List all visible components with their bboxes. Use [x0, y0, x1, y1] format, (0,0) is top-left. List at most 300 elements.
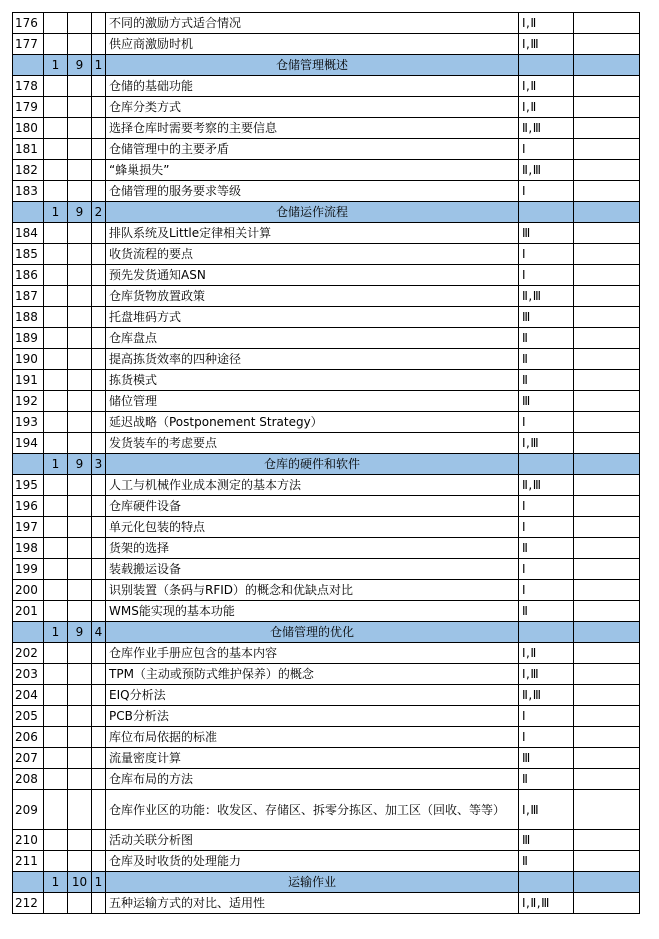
section-level-2 [68, 580, 92, 601]
notes-cell [574, 328, 640, 349]
section-level-1 [44, 307, 68, 328]
section-level-3 [92, 34, 106, 55]
level-cell: Ⅱ [519, 601, 574, 622]
row-number: 177 [13, 34, 44, 55]
section-level-2 [68, 727, 92, 748]
table-row [13, 851, 640, 872]
section-level-3 [92, 349, 106, 370]
notes-cell [574, 97, 640, 118]
row-number: 195 [13, 475, 44, 496]
notes-cell [574, 412, 640, 433]
topic-cell: 流量密度计算 [106, 748, 519, 769]
row-number: 178 [13, 76, 44, 97]
section-level-1 [44, 830, 68, 851]
notes-cell [574, 433, 640, 454]
section-level-1 [44, 370, 68, 391]
level-cell: Ⅱ,Ⅲ [519, 475, 574, 496]
notes-cell [574, 496, 640, 517]
table-row [13, 13, 640, 34]
row-number: 180 [13, 118, 44, 139]
level-cell: Ⅱ,Ⅲ [519, 160, 574, 181]
section-level-3 [92, 391, 106, 412]
section-level-3 [92, 643, 106, 664]
level-cell: Ⅰ,Ⅲ [519, 664, 574, 685]
notes-cell [574, 307, 640, 328]
row-number: 207 [13, 748, 44, 769]
row-number: 208 [13, 769, 44, 790]
row-number-cell [13, 872, 44, 893]
level-cell: Ⅰ,Ⅲ [519, 433, 574, 454]
section-level-1 [44, 475, 68, 496]
section-level-2: 9 [68, 55, 92, 76]
notes-cell [574, 118, 640, 139]
section-level-3 [92, 664, 106, 685]
section-header-row [13, 622, 640, 643]
section-level-2 [68, 643, 92, 664]
notes-cell [574, 454, 640, 475]
row-number: 194 [13, 433, 44, 454]
section-level-2 [68, 748, 92, 769]
section-level-3 [92, 160, 106, 181]
row-number: 211 [13, 851, 44, 872]
section-level-1 [44, 328, 68, 349]
section-level-3 [92, 685, 106, 706]
row-number: 183 [13, 181, 44, 202]
level-cell [519, 622, 574, 643]
level-cell: Ⅰ,Ⅱ [519, 97, 574, 118]
section-level-3 [92, 370, 106, 391]
topic-cell: 选择仓库时需要考察的主要信息 [106, 118, 519, 139]
section-level-1 [44, 349, 68, 370]
notes-cell [574, 244, 640, 265]
notes-cell [574, 601, 640, 622]
section-header-row [13, 454, 640, 475]
section-level-1: 1 [44, 454, 68, 475]
section-level-1 [44, 601, 68, 622]
section-level-1 [44, 181, 68, 202]
section-level-2 [68, 223, 92, 244]
section-level-2 [68, 328, 92, 349]
table-row [13, 181, 640, 202]
notes-cell [574, 391, 640, 412]
level-cell: Ⅱ [519, 769, 574, 790]
section-level-1 [44, 851, 68, 872]
section-level-3 [92, 769, 106, 790]
table-row [13, 706, 640, 727]
section-level-2 [68, 139, 92, 160]
row-number-cell [13, 55, 44, 76]
notes-cell [574, 55, 640, 76]
section-level-3 [92, 706, 106, 727]
level-cell: Ⅰ,Ⅱ [519, 643, 574, 664]
section-level-2 [68, 307, 92, 328]
notes-cell [574, 706, 640, 727]
section-level-3 [92, 118, 106, 139]
level-cell [519, 872, 574, 893]
notes-cell [574, 76, 640, 97]
row-number: 190 [13, 349, 44, 370]
section-level-1 [44, 223, 68, 244]
topic-cell: TPM（主动或预防式维护保养）的概念 [106, 664, 519, 685]
section-header-row [13, 202, 640, 223]
section-level-2: 9 [68, 622, 92, 643]
notes-cell [574, 893, 640, 914]
section-level-1 [44, 727, 68, 748]
table-row [13, 97, 640, 118]
section-title: 仓储管理的优化 [106, 622, 519, 643]
row-number-cell [13, 454, 44, 475]
section-level-1 [44, 685, 68, 706]
row-number: 179 [13, 97, 44, 118]
level-cell: Ⅰ [519, 265, 574, 286]
level-cell [519, 454, 574, 475]
table-row [13, 286, 640, 307]
section-level-3: 4 [92, 622, 106, 643]
row-number: 200 [13, 580, 44, 601]
table-row [13, 370, 640, 391]
section-level-3 [92, 559, 106, 580]
section-level-1 [44, 286, 68, 307]
section-level-2 [68, 97, 92, 118]
row-number: 176 [13, 13, 44, 34]
topic-cell: 仓库盘点 [106, 328, 519, 349]
notes-cell [574, 580, 640, 601]
row-number: 188 [13, 307, 44, 328]
section-level-3 [92, 496, 106, 517]
level-cell: Ⅰ,Ⅱ [519, 13, 574, 34]
row-number: 205 [13, 706, 44, 727]
section-level-1: 1 [44, 202, 68, 223]
topic-cell: 提高拣货效率的四种途径 [106, 349, 519, 370]
table-row [13, 790, 640, 830]
section-level-1 [44, 893, 68, 914]
section-level-3 [92, 223, 106, 244]
section-level-3 [92, 475, 106, 496]
topic-cell: 人工与机械作业成本测定的基本方法 [106, 475, 519, 496]
row-number: 192 [13, 391, 44, 412]
section-level-3: 2 [92, 202, 106, 223]
section-level-3 [92, 412, 106, 433]
table-row [13, 391, 640, 412]
row-number: 197 [13, 517, 44, 538]
section-header-row [13, 872, 640, 893]
section-level-3 [92, 265, 106, 286]
section-level-2 [68, 475, 92, 496]
section-level-1 [44, 643, 68, 664]
table-row [13, 34, 640, 55]
table-row [13, 685, 640, 706]
topic-cell: 识别装置（条码与RFID）的概念和优缺点对比 [106, 580, 519, 601]
topic-cell: 仓库作业手册应包含的基本内容 [106, 643, 519, 664]
level-cell: Ⅰ,Ⅱ,Ⅲ [519, 893, 574, 914]
section-level-1 [44, 34, 68, 55]
topic-cell: 仓库及时收货的处理能力 [106, 851, 519, 872]
row-number: 201 [13, 601, 44, 622]
section-level-1 [44, 97, 68, 118]
level-cell: Ⅰ,Ⅱ [519, 76, 574, 97]
level-cell: Ⅱ,Ⅲ [519, 286, 574, 307]
section-level-1 [44, 769, 68, 790]
notes-cell [574, 286, 640, 307]
topic-cell: 仓储的基础功能 [106, 76, 519, 97]
level-cell: Ⅰ [519, 412, 574, 433]
notes-cell [574, 830, 640, 851]
topic-cell: 仓库布局的方法 [106, 769, 519, 790]
section-level-3 [92, 893, 106, 914]
section-level-1 [44, 139, 68, 160]
table-row [13, 830, 640, 851]
topic-cell: 拣货模式 [106, 370, 519, 391]
row-number: 184 [13, 223, 44, 244]
table-row [13, 223, 640, 244]
section-level-2 [68, 685, 92, 706]
section-level-2 [68, 13, 92, 34]
notes-cell [574, 160, 640, 181]
section-level-1 [44, 118, 68, 139]
section-title: 仓储运作流程 [106, 202, 519, 223]
notes-cell [574, 685, 640, 706]
row-number: 182 [13, 160, 44, 181]
topic-cell: 单元化包装的特点 [106, 517, 519, 538]
topic-cell: 活动关联分析图 [106, 830, 519, 851]
table-row [13, 433, 640, 454]
row-number: 181 [13, 139, 44, 160]
section-level-2 [68, 34, 92, 55]
section-level-3 [92, 97, 106, 118]
level-cell: Ⅰ [519, 559, 574, 580]
topic-cell: 库位布局依据的标准 [106, 727, 519, 748]
section-level-2: 9 [68, 202, 92, 223]
row-number: 204 [13, 685, 44, 706]
notes-cell [574, 517, 640, 538]
section-level-2: 9 [68, 454, 92, 475]
topic-cell: 预先发货通知ASN [106, 265, 519, 286]
row-number: 186 [13, 265, 44, 286]
table-row [13, 265, 640, 286]
level-cell: Ⅰ [519, 706, 574, 727]
level-cell: Ⅱ [519, 328, 574, 349]
row-number: 198 [13, 538, 44, 559]
section-level-1: 1 [44, 55, 68, 76]
topic-cell: 仓库货物放置政策 [106, 286, 519, 307]
table-row [13, 769, 640, 790]
table-row [13, 139, 640, 160]
table-row [13, 517, 640, 538]
section-level-3 [92, 727, 106, 748]
level-cell: Ⅰ [519, 727, 574, 748]
level-cell: Ⅱ [519, 349, 574, 370]
section-level-1 [44, 160, 68, 181]
section-level-1 [44, 412, 68, 433]
section-level-3 [92, 328, 106, 349]
section-level-3: 1 [92, 872, 106, 893]
table-row [13, 727, 640, 748]
notes-cell [574, 664, 640, 685]
section-level-3 [92, 830, 106, 851]
topic-cell: 装载搬运设备 [106, 559, 519, 580]
row-number-cell [13, 202, 44, 223]
notes-cell [574, 790, 640, 830]
topic-cell: 储位管理 [106, 391, 519, 412]
topic-cell: WMS能实现的基本功能 [106, 601, 519, 622]
section-level-2 [68, 244, 92, 265]
row-number: 185 [13, 244, 44, 265]
notes-cell [574, 13, 640, 34]
row-number-cell [13, 622, 44, 643]
level-cell: Ⅰ,Ⅲ [519, 34, 574, 55]
section-level-2 [68, 706, 92, 727]
topic-cell: 仓库作业区的功能：收发区、存储区、拆零分拣区、加工区（回收、等等） [106, 790, 519, 830]
section-level-3: 3 [92, 454, 106, 475]
row-number: 191 [13, 370, 44, 391]
table-row [13, 538, 640, 559]
section-level-3 [92, 181, 106, 202]
row-number: 199 [13, 559, 44, 580]
section-level-3 [92, 748, 106, 769]
section-level-1 [44, 244, 68, 265]
level-cell: Ⅰ [519, 580, 574, 601]
syllabus-table [12, 12, 640, 914]
table-row [13, 664, 640, 685]
level-cell: Ⅰ [519, 244, 574, 265]
notes-cell [574, 181, 640, 202]
level-cell: Ⅲ [519, 830, 574, 851]
section-level-2 [68, 559, 92, 580]
row-number: 202 [13, 643, 44, 664]
topic-cell: 不同的激励方式适合情况 [106, 13, 519, 34]
section-level-2 [68, 181, 92, 202]
row-number: 187 [13, 286, 44, 307]
section-level-3: 1 [92, 55, 106, 76]
level-cell: Ⅰ [519, 181, 574, 202]
section-level-2 [68, 118, 92, 139]
notes-cell [574, 769, 640, 790]
section-title: 仓库的硬件和软件 [106, 454, 519, 475]
row-number: 210 [13, 830, 44, 851]
topic-cell: 延迟战略（Postponement Strategy） [106, 412, 519, 433]
section-level-3 [92, 538, 106, 559]
level-cell: Ⅱ,Ⅲ [519, 118, 574, 139]
section-level-2 [68, 76, 92, 97]
level-cell: Ⅱ [519, 851, 574, 872]
section-level-2 [68, 370, 92, 391]
section-level-2 [68, 851, 92, 872]
section-level-3 [92, 851, 106, 872]
topic-cell: 货架的选择 [106, 538, 519, 559]
row-number: 189 [13, 328, 44, 349]
section-level-1: 1 [44, 622, 68, 643]
notes-cell [574, 265, 640, 286]
section-level-2 [68, 601, 92, 622]
level-cell: Ⅲ [519, 307, 574, 328]
table-row [13, 244, 640, 265]
topic-cell: 仓储管理的服务要求等级 [106, 181, 519, 202]
section-level-1 [44, 559, 68, 580]
table-row [13, 328, 640, 349]
row-number: 196 [13, 496, 44, 517]
table-row [13, 893, 640, 914]
level-cell: Ⅱ,Ⅲ [519, 685, 574, 706]
section-level-2 [68, 496, 92, 517]
level-cell: Ⅰ [519, 496, 574, 517]
section-level-1 [44, 664, 68, 685]
table-row [13, 475, 640, 496]
section-level-1 [44, 265, 68, 286]
table-row [13, 601, 640, 622]
table-row [13, 118, 640, 139]
topic-cell: PCB分析法 [106, 706, 519, 727]
section-level-3 [92, 601, 106, 622]
topic-cell: 仓库硬件设备 [106, 496, 519, 517]
table-row [13, 307, 640, 328]
section-level-3 [92, 13, 106, 34]
notes-cell [574, 370, 640, 391]
row-number: 203 [13, 664, 44, 685]
table-row [13, 748, 640, 769]
section-level-3 [92, 790, 106, 830]
section-level-1 [44, 580, 68, 601]
section-level-3 [92, 580, 106, 601]
section-level-2 [68, 517, 92, 538]
section-level-2 [68, 893, 92, 914]
topic-cell: 仓库分类方式 [106, 97, 519, 118]
level-cell: Ⅲ [519, 748, 574, 769]
section-level-1 [44, 496, 68, 517]
topic-cell: “蜂巢损失” [106, 160, 519, 181]
section-level-2 [68, 769, 92, 790]
section-level-1 [44, 13, 68, 34]
notes-cell [574, 475, 640, 496]
notes-cell [574, 34, 640, 55]
row-number: 206 [13, 727, 44, 748]
section-level-2 [68, 391, 92, 412]
notes-cell [574, 872, 640, 893]
section-level-2 [68, 664, 92, 685]
section-level-2 [68, 160, 92, 181]
section-level-3 [92, 433, 106, 454]
table-row [13, 643, 640, 664]
section-level-2 [68, 830, 92, 851]
level-cell: Ⅰ [519, 139, 574, 160]
section-level-2 [68, 265, 92, 286]
topic-cell: 托盘堆码方式 [106, 307, 519, 328]
topic-cell: 仓储管理中的主要矛盾 [106, 139, 519, 160]
section-level-1: 1 [44, 872, 68, 893]
section-title: 运输作业 [106, 872, 519, 893]
level-cell: Ⅲ [519, 223, 574, 244]
section-title: 仓储管理概述 [106, 55, 519, 76]
section-level-1 [44, 433, 68, 454]
section-level-3 [92, 244, 106, 265]
section-level-1 [44, 517, 68, 538]
section-level-2 [68, 349, 92, 370]
topic-cell: 五种运输方式的对比、适用性 [106, 893, 519, 914]
table-row [13, 349, 640, 370]
level-cell: Ⅲ [519, 391, 574, 412]
level-cell: Ⅱ [519, 538, 574, 559]
topic-cell: EIQ分析法 [106, 685, 519, 706]
notes-cell [574, 851, 640, 872]
section-level-3 [92, 517, 106, 538]
topic-cell: 收货流程的要点 [106, 244, 519, 265]
notes-cell [574, 748, 640, 769]
section-level-2 [68, 790, 92, 830]
section-level-2 [68, 412, 92, 433]
level-cell: Ⅰ [519, 517, 574, 538]
section-level-3 [92, 139, 106, 160]
section-level-2 [68, 538, 92, 559]
notes-cell [574, 559, 640, 580]
